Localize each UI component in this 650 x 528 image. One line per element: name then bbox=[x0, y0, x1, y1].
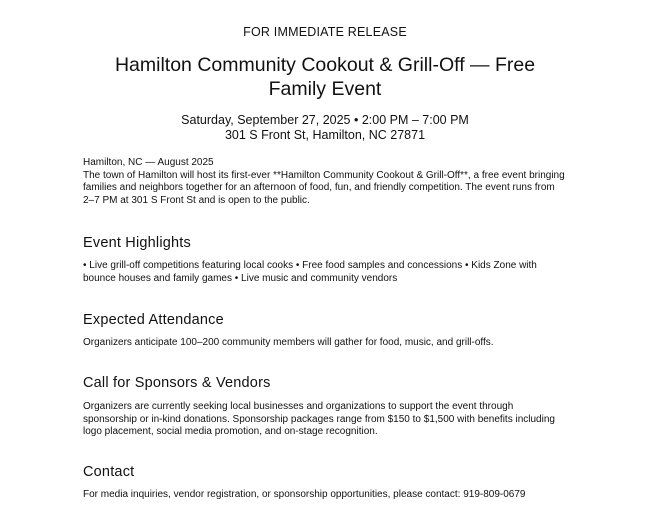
intro-body: The town of Hamilton will host its first-ever **Hamilton Community Cookout & Grill-Off**, a free event bringing families and neighbors together for an afternoon of food, fun, and friendly competition. The event runs from 2–7 PM at 301 S Front St and is open to the public. bbox=[83, 169, 565, 206]
release-label: FOR IMMEDIATE RELEASE bbox=[243, 25, 407, 39]
attendance-heading: Expected Attendance bbox=[83, 312, 224, 328]
attendance-body: Organizers anticipate 100–200 community members will gather for food, music, and grill-offs. bbox=[83, 337, 494, 348]
event-info bbox=[0, 113, 650, 143]
page-title bbox=[0, 53, 650, 101]
highlights-heading: Event Highlights bbox=[83, 235, 191, 251]
event-address: 301 S Front St, Hamilton, NC 27871 bbox=[224, 128, 426, 142]
event-date-time: Saturday, September 27, 2025 • 2:00 PM – 7:00 PM bbox=[181, 113, 469, 127]
title-line-2: Family Event bbox=[268, 78, 382, 100]
intro-paragraph bbox=[83, 157, 567, 207]
sponsors-body: Organizers are currently seeking local businesses and organizations to support the event through sponsorship or in-kind donations. Sponsorship packages range from $150 to $1,500 with benefits including logo placement, social media promotion, and on-stage recognition. bbox=[83, 401, 555, 437]
sponsors-heading: Call for Sponsors & Vendors bbox=[83, 375, 271, 391]
highlights-body: • Live grill-off competitions featuring local cooks • Free food samples and concessions • Kids Zone with bounce houses and family games • Live music and community vendors bbox=[83, 260, 537, 284]
dateline: Hamilton, NC — August 2025 bbox=[83, 157, 214, 168]
contact-body: For media inquiries, vendor registration, or sponsorship opportunities, please contact: 919-809-0679 bbox=[83, 489, 526, 500]
contact-heading: Contact bbox=[83, 464, 135, 480]
title-line-1: Hamilton Community Cookout & Grill-Off — Free bbox=[114, 54, 536, 76]
